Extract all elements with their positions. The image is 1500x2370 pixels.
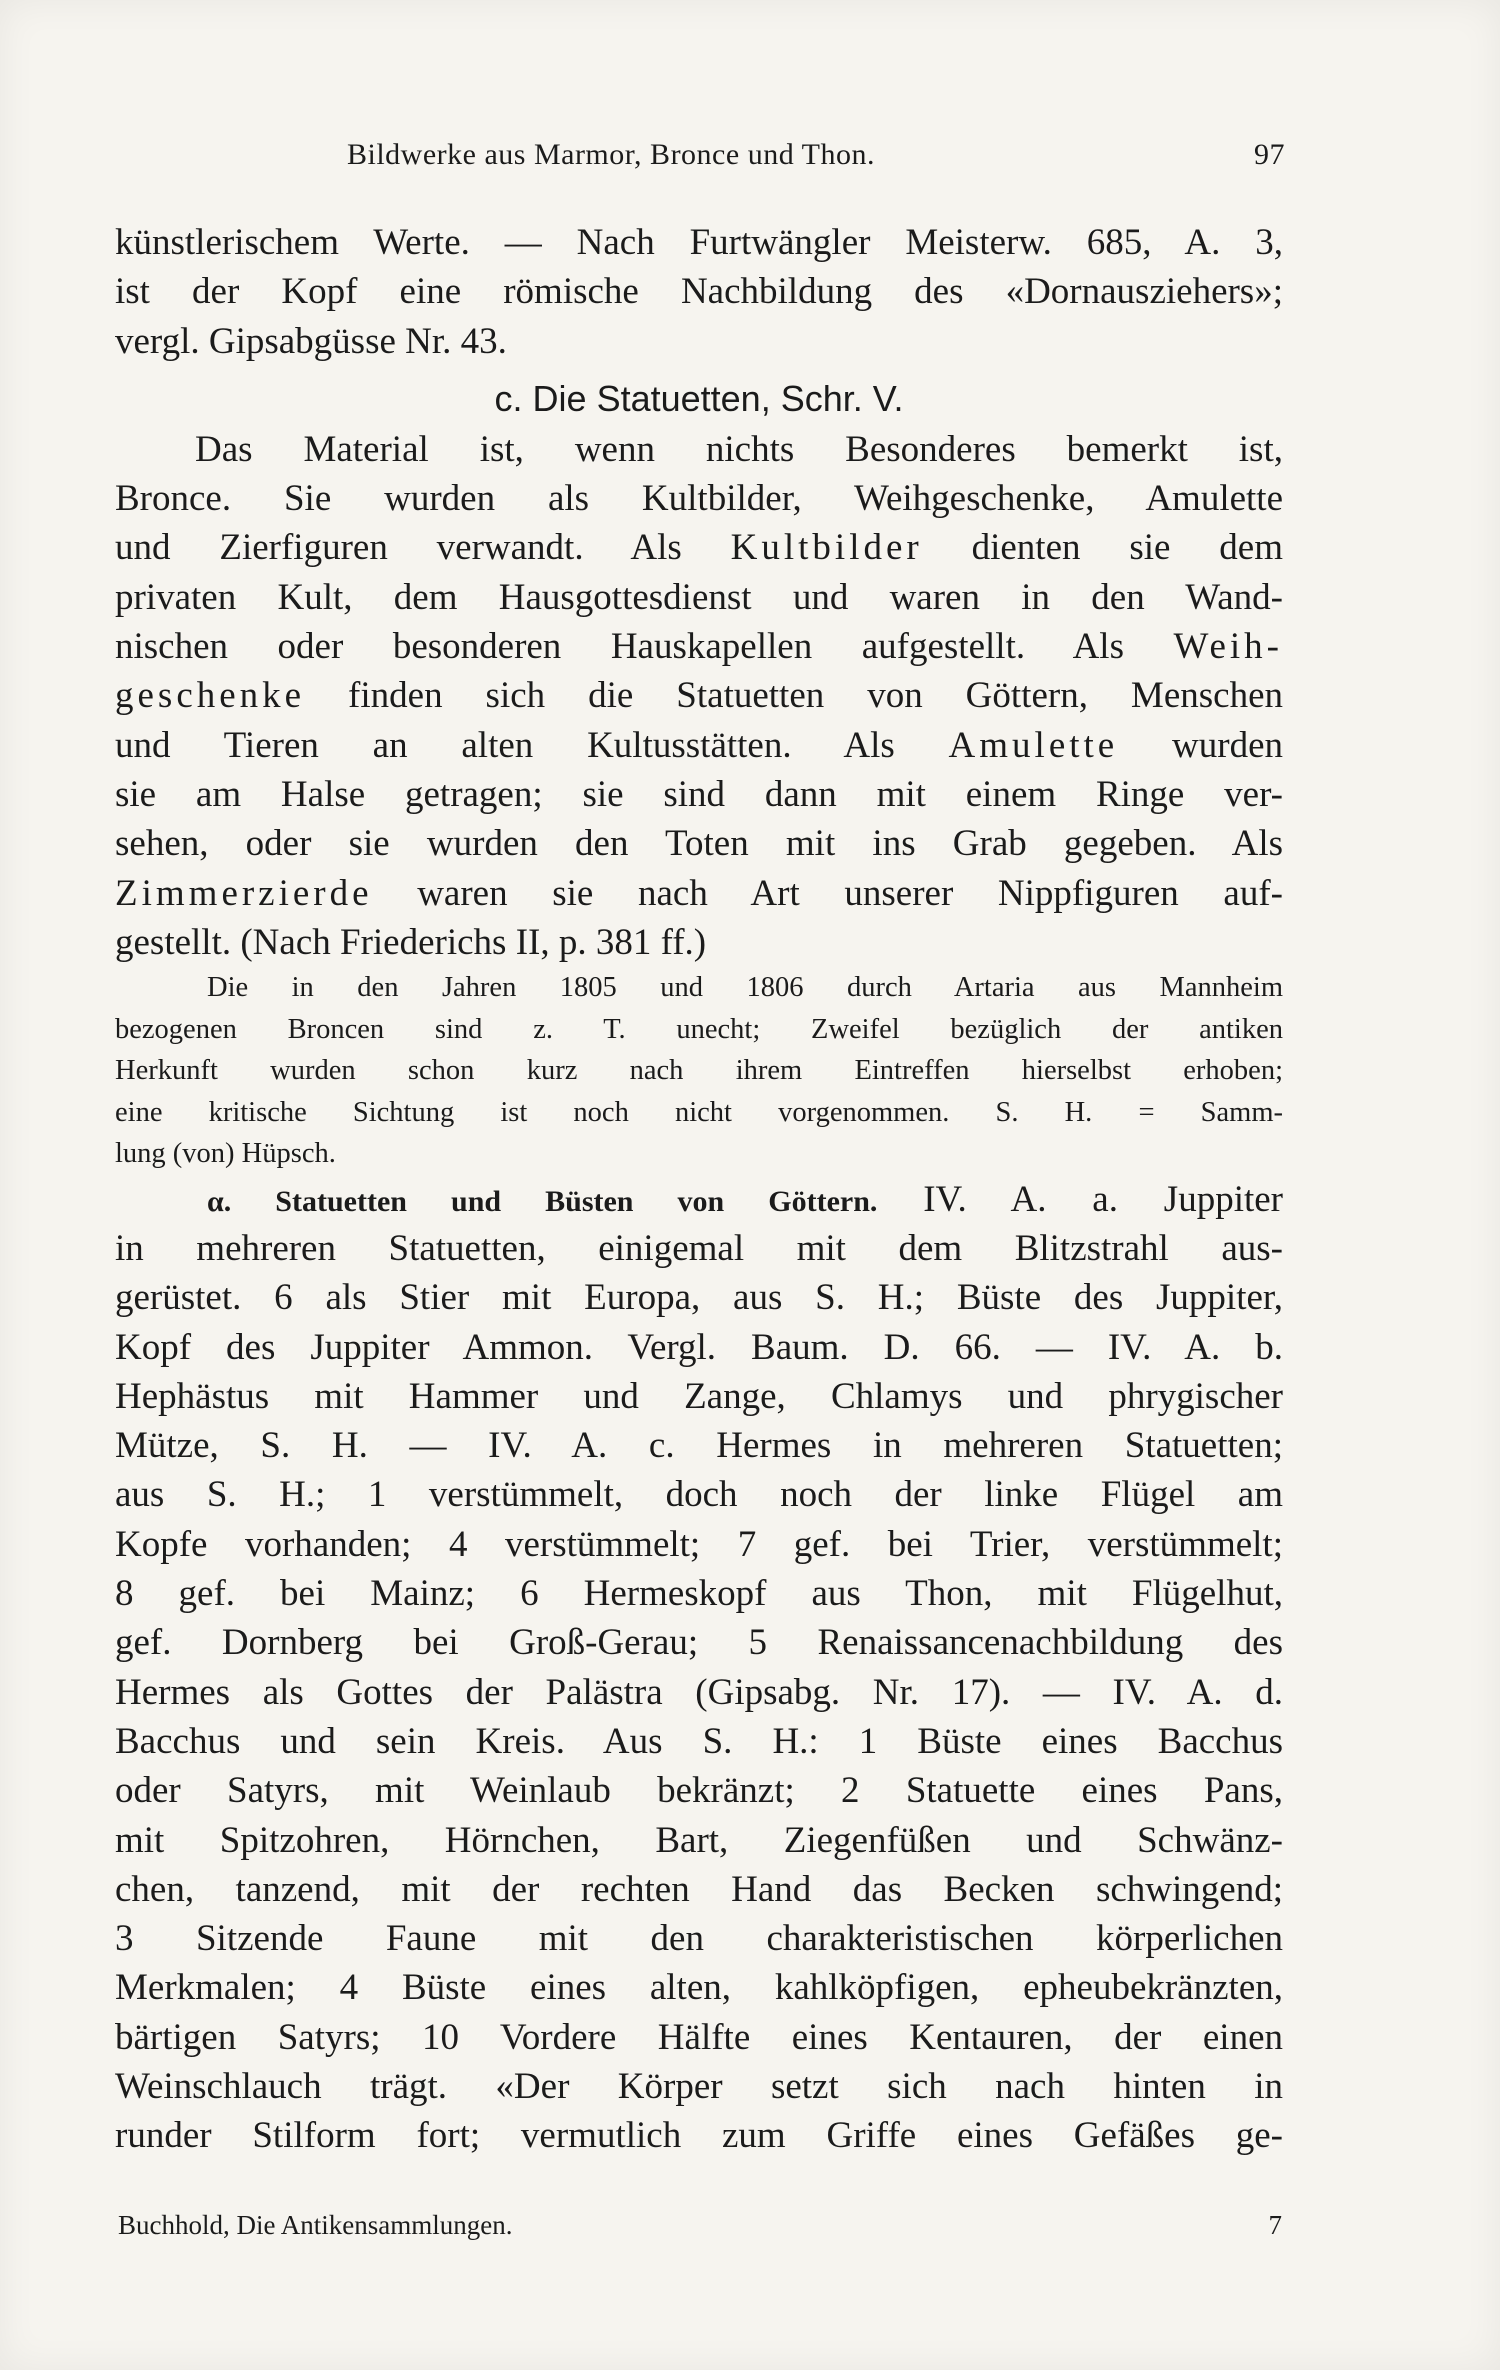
spaced-term: geschenke	[115, 675, 306, 717]
text-line: und Zierfiguren verwandt. Als Kultbilder dienten sie dem	[115, 527, 1283, 569]
text-line: Die in den Jahren 1805 und 1806 durch Artaria aus Mannheim	[207, 972, 1283, 1004]
text-line: Bacchus und sein Kreis. Aus S. H.: 1 Büste eines Bacchus	[115, 1720, 1283, 1762]
text-line: gef. Dornberg bei Groß-Gerau; 5 Renaissancenachbildung des	[115, 1622, 1283, 1664]
text-line: chen, tanzend, mit der rechten Hand das Becken schwingend;	[115, 1868, 1283, 1910]
spaced-term: Amulette	[948, 724, 1119, 766]
paragraph-continuation	[115, 218, 1283, 366]
text-line: Zimmerzierde waren sie nach Art unserer Nippfiguren auf-	[115, 872, 1283, 914]
page-body	[115, 218, 1283, 2161]
text-line: bezogenen Broncen sind z. T. unecht; Zweifel bezüglich der antiken	[115, 1013, 1283, 1045]
text-line: Weinschlauch trägt. «Der Körper setzt sich nach hinten in	[115, 2066, 1283, 2107]
text-line: nischen oder besonderen Hauskapellen aufgestellt. Als Weih-	[115, 626, 1283, 668]
section-heading: c. Die Statuetten, Schr. V.	[494, 377, 904, 419]
text-line: und Tieren an alten Kultusstätten. Als Amulette wurden	[115, 724, 1283, 766]
text-line: 3 Sitzende Faune mit den charakteristischen körperlichen	[115, 1918, 1283, 1960]
running-head-title: Bildwerke aus Marmor, Bronce und Thon.	[347, 138, 875, 171]
text-line: privaten Kult, dem Hausgottesdienst und waren in den Wand-	[115, 576, 1283, 618]
spaced-term: Zimmerzierde	[115, 872, 373, 914]
text-line: Kopf des Juppiter Ammon. Vergl. Baum. D. 66. — IV. A. b.	[115, 1326, 1283, 1368]
text-line: 8 gef. bei Mainz; 6 Hermeskopf aus Thon, mit Flügelhut,	[115, 1573, 1283, 1615]
signature-mark: 7	[1268, 2210, 1282, 2240]
text-line: Merkmalen; 4 Büste eines alten, kahlköpfigen, epheubekränzten,	[115, 1967, 1283, 2009]
page-number: 97	[1254, 138, 1285, 171]
text-line: ist der Kopf eine römische Nachbildung des «Dornausziehers»;	[115, 271, 1283, 313]
text-line: in mehreren Statuetten, einigemal mit dem Blitzstrahl aus-	[115, 1227, 1283, 1269]
spaced-term: Kultbilder	[730, 527, 923, 569]
signature-footer	[118, 2210, 1282, 2241]
paragraph-small-note	[115, 967, 1283, 1175]
text-line: lung (von) Hüpsch.	[115, 1138, 336, 1170]
text-line: bärtigen Satyrs; 10 Vordere Hälfte eines Kentauren, der einen	[115, 2016, 1283, 2058]
text-line: aus S. H.; 1 verstümmelt, doch noch der linke Flügel am	[115, 1474, 1283, 1516]
paragraph-material	[115, 425, 1283, 967]
text-line: eine kritische Sichtung ist noch nicht vorgenommen. S. H. = Samm-	[115, 1096, 1283, 1128]
text-line: vergl. Gipsabgüsse Nr. 43.	[115, 320, 507, 362]
text-line: Mütze, S. H. — IV. A. c. Hermes in mehreren Statuetten;	[115, 1425, 1283, 1467]
text-line: geschenke finden sich die Statuetten von Göttern, Menschen	[115, 675, 1283, 717]
text-line: oder Satyrs, mit Weinlaub bekränzt; 2 Statuette eines Pans,	[115, 1770, 1283, 1812]
text-line: Herkunft wurden schon kurz nach ihrem Eintreffen hierselbst erhoben;	[115, 1055, 1283, 1087]
running-head	[115, 138, 1285, 178]
text-line: gerüstet. 6 als Stier mit Europa, aus S. H.; Büste des Juppiter,	[115, 1277, 1283, 1319]
text-line: gestellt. (Nach Friederichs II, p. 381 ff.)	[115, 921, 707, 963]
text-line	[115, 1175, 1283, 1224]
subsection-heading: α. Statuetten und Büsten von Göttern.	[207, 1184, 878, 1218]
text-line: Das Material ist, wenn nichts Besonderes bemerkt ist,	[195, 428, 1283, 470]
text-line: Hermes als Gottes der Palästra (Gipsabg. Nr. 17). — IV. A. d.	[115, 1671, 1283, 1713]
text-line: sehen, oder sie wurden den Toten mit ins Grab gegeben. Als	[115, 823, 1283, 865]
spaced-term: Weih-	[1173, 626, 1283, 668]
signature-title: Buchhold, Die Antikensammlungen.	[118, 2210, 513, 2240]
text-span: IV. A. a. Juppiter	[923, 1178, 1283, 1220]
text-line: sie am Halse getragen; sie sind dann mit einem Ringe ver-	[115, 773, 1283, 815]
text-line: runder Stilform fort; vermutlich zum Griffe eines Gefäßes ge-	[115, 2115, 1283, 2157]
text-line: künstlerischem Werte. — Nach Furtwängler Meisterw. 685, A. 3,	[115, 222, 1283, 263]
text-line: Bronce. Sie wurden als Kultbilder, Weihgeschenke, Amulette	[115, 478, 1283, 520]
text-line: mit Spitzohren, Hörnchen, Bart, Ziegenfüßen und Schwänz-	[115, 1819, 1283, 1861]
text-line: Kopfe vorhanden; 4 verstümmelt; 7 gef. bei Trier, verstümmelt;	[115, 1523, 1283, 1565]
text-line: Hephästus mit Hammer und Zange, Chlamys und phrygischer	[115, 1375, 1283, 1417]
paragraph-gods	[115, 1175, 1283, 2161]
